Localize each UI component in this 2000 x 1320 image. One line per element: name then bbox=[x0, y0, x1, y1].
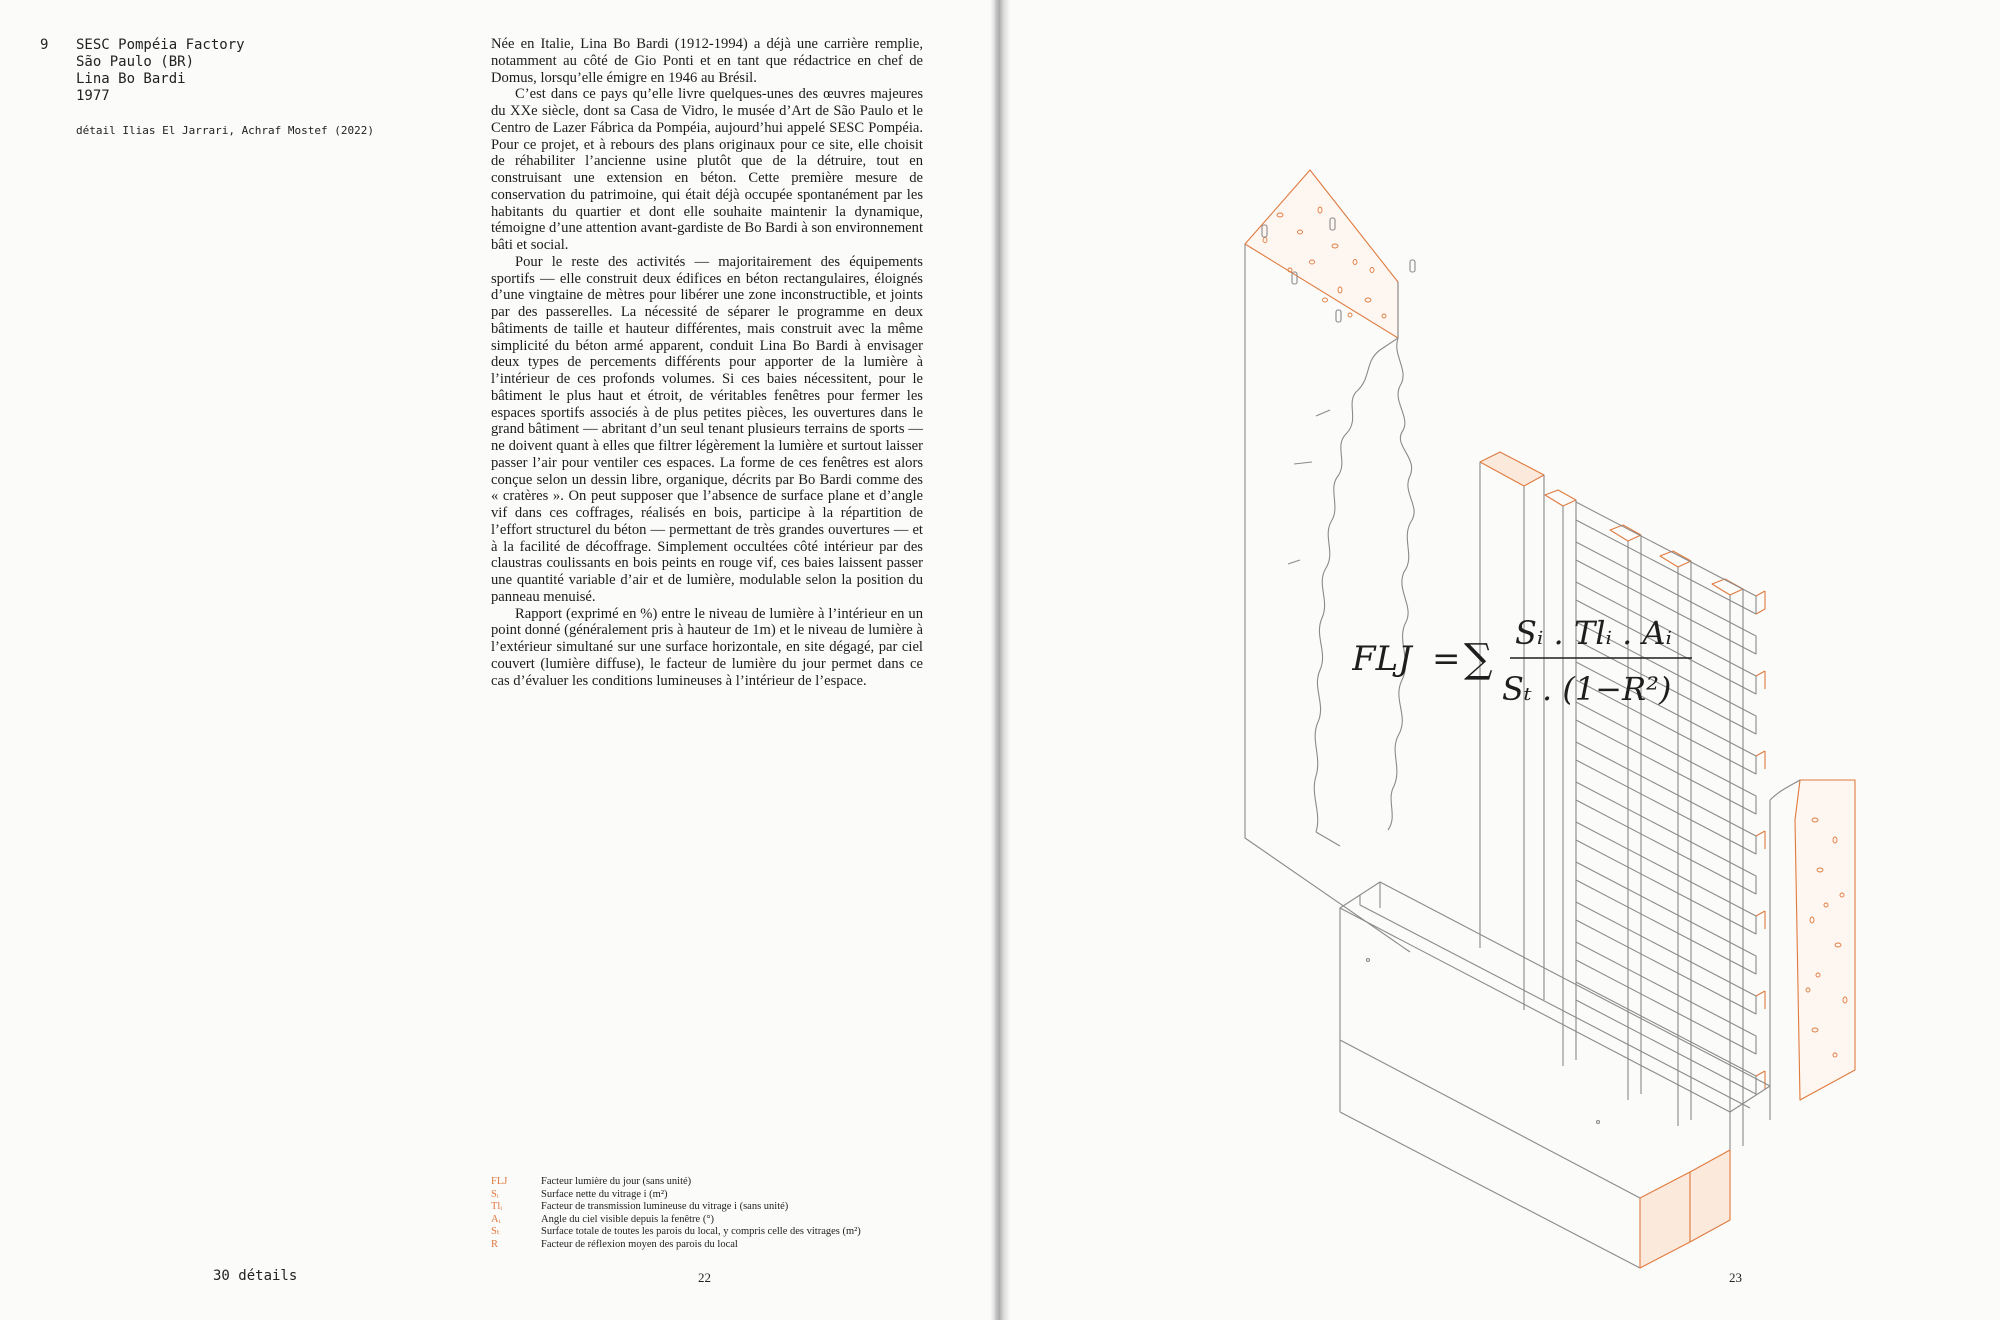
daylight-factor-formula bbox=[1352, 600, 1732, 724]
legend-description: Angle du ciel visible depuis la fenêtre (°) bbox=[541, 1213, 715, 1225]
legend-row bbox=[491, 1239, 861, 1252]
project-info bbox=[76, 37, 245, 105]
post-top-section bbox=[1480, 452, 1544, 486]
drawing-credit: détail Ilias El Jarrari, Achraf Mostef (2022) bbox=[76, 124, 375, 137]
paragraph: Née en Italie, Lina Bo Bardi (1912-1994) a déjà une carrière remplie, notamment au côté de Gio Ponti et en tant que rédactrice en chef de Domus, lorsqu’elle émigre en 1946 au Brésil. bbox=[491, 36, 923, 86]
project-number: 9 bbox=[40, 37, 49, 53]
crater-edge bbox=[1388, 338, 1414, 830]
legend-description: Facteur de réflexion moyen des parois du local bbox=[541, 1238, 738, 1250]
legend-symbol: R bbox=[491, 1238, 499, 1250]
page-number-right: 23 bbox=[1729, 1270, 1742, 1285]
legend-description: Surface totale de toutes les parois du local, y compris celle des vitrages (m²) bbox=[541, 1226, 861, 1238]
project-architect: Lina Bo Bardi bbox=[76, 71, 186, 87]
book-gutter bbox=[990, 0, 1010, 1320]
formula-equals: = bbox=[1432, 639, 1461, 679]
legend-description: Facteur lumière du jour (sans unité) bbox=[541, 1176, 692, 1187]
formula-legend bbox=[491, 1176, 861, 1252]
legend-symbol: Sᵢ bbox=[491, 1188, 499, 1200]
body-text bbox=[491, 36, 923, 689]
legend-description: Surface nette du vitrage i (m²) bbox=[541, 1188, 668, 1200]
paragraph: C’est dans ce pays qu’elle livre quelques-unes des œuvres majeures du XXe siècle, dont sa Casa de Vidro, le musée d’Art de São Paulo et le Centro de Lazer Fábrica da Pompéia, aujourd’hui appelé SESC Pompéia. Pour ce projet, et à rebours des plans originaux pour ce site, elle choisit de réhabiliter l’ancienne usine plutôt que de la détruire, tout en construisant une extension en béton. Cette première mesure de conservation du patrimoine, qui était déjà occupée spontanément par les habitants du quartier et dont elle souhaite maintenir la dynamique, témoigne d’une attention avant-gardiste de Bo Bardi à son environnement bâti et social. bbox=[491, 86, 923, 253]
left-page bbox=[0, 0, 995, 1320]
legend-symbol: Sₜ bbox=[491, 1226, 500, 1238]
legend-row bbox=[491, 1214, 861, 1227]
wall-top-section bbox=[1245, 170, 1398, 338]
formula-sum: ∑ bbox=[1464, 636, 1493, 682]
project-name: SESC Pompéia Factory bbox=[76, 37, 245, 53]
right-wall-section bbox=[1795, 780, 1855, 1100]
legend-row bbox=[491, 1176, 861, 1189]
paragraph: Pour le reste des activités — majoritairement des équipements sportifs — elle construit deux édifices en béton rectangulaires, éloignés d’une vingtaine de mètres pour libérer une zone inconstructible, et joints par des passerelles. La nécessité de séparer le programme en deux bâtiments de taille et hauteur différentes, mais construit avec la même simplicité du béton armé apparent, conduit Lina Bo Bardi à envisager deux types de percements différents pour apporter de la lumière à l’intérieur de ces profonds volumes. Si ces baies nécessitent, pour le bâtiment le plus haut et étroit, de véritables fenêtres pour fermer les espaces sportifs associés à de plus petites pièces, les ouvertures dans le grand bâtiment — abritant d’un seul tenant plusieurs terrains de sports — ne doivent quant à elles que filtrer légèrement la lumière et surtout laisser passer l’air pour ventiler ces espaces. La forme de ces fenêtres est alors conçue selon un dessin libre, organique, décrits par Bo Bardi comme des « cratères ». On peut supposer que l’absence de surface plane et d’angle vif dans ces coffrages, réalisés en bois, participe à la répartition de l’effort structurel du béton — permettant de très grandes ouvertures — et à la facilité de décoffrage. Simplement occultées côté intérieur par des claustras coulissants en bois peints en rouge vif, ces baies laissent passer une quantité variable d’air et de lumière, modulable selon la position du panneau menuisé. bbox=[491, 253, 923, 605]
paragraph: Rapport (exprimé en %) entre le niveau de lumière à l’intérieur en un point donné (généralement pris à hauteur de 1m) et le niveau de lumière à l’extérieur simultané sur une surface horizontale, en site dégagé, par ciel couvert (lumière diffuse), le facteur de lumière du jour permet dans ce cas d’évaluer les conditions lumineuses à l’intérieur de l’espace. bbox=[491, 605, 923, 689]
formula-lhs: FLJ bbox=[1352, 639, 1412, 679]
project-location: São Paulo (BR) bbox=[76, 54, 195, 70]
running-footer: 30 détails bbox=[213, 1268, 298, 1284]
claustra-rails bbox=[1576, 502, 1756, 1094]
sill-section bbox=[1640, 1172, 1690, 1268]
page-number-left: 22 bbox=[698, 1270, 711, 1285]
legend-symbol: Aᵢ bbox=[491, 1213, 501, 1225]
formula-denominator: Sₜ . (1−R²) bbox=[1502, 670, 1672, 708]
project-year: 1977 bbox=[76, 88, 110, 104]
legend-row bbox=[491, 1226, 861, 1239]
formula-graphic bbox=[1352, 600, 1732, 720]
legend-symbol: FLJ bbox=[491, 1176, 508, 1187]
legend-description: Facteur de transmission lumineuse du vitrage i (sans unité) bbox=[541, 1201, 789, 1213]
formula-numerator: Sᵢ . Tlᵢ . Aᵢ bbox=[1515, 614, 1672, 652]
legend-symbol: Tlᵢ bbox=[491, 1201, 503, 1213]
right-page bbox=[1000, 0, 2000, 1320]
legend-row bbox=[491, 1189, 861, 1202]
legend-row bbox=[491, 1201, 861, 1214]
